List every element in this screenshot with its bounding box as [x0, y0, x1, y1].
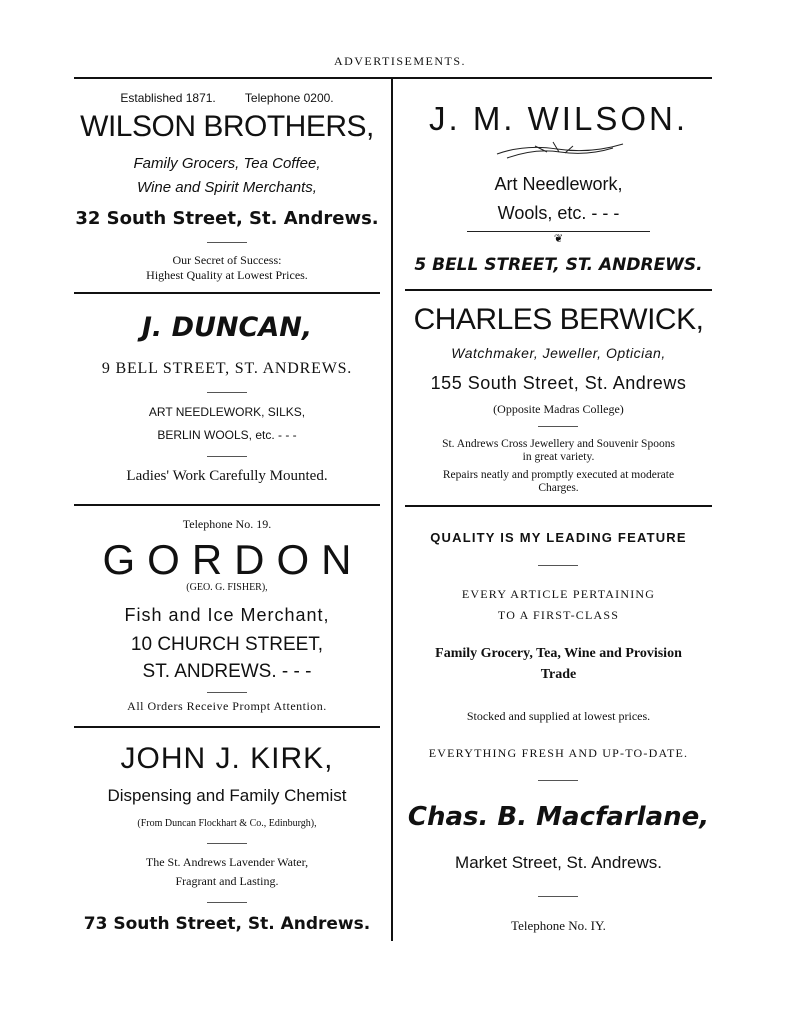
right-column	[405, 0, 712, 1011]
business-trade: Watchmaker, Jeweller, Optician,	[451, 345, 666, 361]
article-text: EVERY ARTICLE PERTAINING	[461, 587, 656, 601]
business-address: 155 South Street, St. Andrews	[430, 373, 687, 393]
repairs-text: Charges.	[538, 482, 579, 494]
stocked-text: Stocked and supplied at lowest prices.	[466, 709, 651, 723]
business-trade: Art Needlework,	[494, 174, 623, 194]
divider	[207, 242, 247, 243]
divider	[207, 902, 247, 903]
business-name: GORDON	[102, 536, 364, 583]
headline: QUALITY IS MY LEADING FEATURE	[430, 530, 687, 545]
telephone-text: Telephone No. 19.	[182, 517, 272, 531]
telephone-text: Telephone 0200.	[244, 91, 334, 105]
business-address: 10 CHURCH STREET,	[130, 634, 324, 655]
origin-text: (From Duncan Flockhart & Co., Edinburgh),	[137, 818, 317, 829]
fresh-text: EVERYTHING FRESH AND UP-TO-DATE.	[428, 746, 689, 760]
divider	[538, 896, 578, 897]
business-description: Family Grocers, Tea Coffee,	[133, 155, 321, 172]
divider	[207, 456, 247, 457]
business-trade: Family Grocery, Tea, Wine and Provision	[435, 646, 682, 661]
slogan: Highest Quality at Lowest Prices.	[146, 268, 308, 282]
business-address: ST. ANDREWS. - - -	[142, 661, 312, 682]
business-name: J. DUNCAN,	[141, 312, 313, 343]
established-text: Established 1871.	[120, 91, 216, 105]
business-name: Chas. B. Macfarlane,	[407, 802, 710, 832]
business-trade: Trade	[540, 667, 577, 682]
business-trade: Fish and Ice Merchant,	[124, 605, 330, 625]
repairs-text: Repairs neatly and promptly executed at moderate	[442, 469, 675, 481]
column-divider	[391, 79, 393, 941]
ad-wilson-brothers	[74, 0, 380, 292]
tagline: Ladies' Work Carefully Mounted.	[126, 468, 328, 484]
divider	[207, 692, 247, 693]
business-address: 5 BELL STREET, ST. ANDREWS.	[414, 255, 703, 275]
divider	[207, 843, 247, 844]
souvenir-text: St. Andrews Cross Jewellery and Souvenir Spoons	[442, 438, 675, 450]
location-note: (Opposite Madras College)	[493, 402, 624, 416]
ornament-icon: ❦	[553, 233, 564, 245]
divider	[538, 565, 578, 566]
business-address: 9 BELL STREET, ST. ANDREWS.	[101, 360, 353, 377]
business-name: WILSON BROTHERS,	[80, 110, 374, 143]
business-address: 32 South Street, St. Andrews.	[75, 208, 379, 229]
business-name: CHARLES BERWICK,	[413, 303, 704, 336]
goods-text: ART NEEDLEWORK, SILKS,	[148, 405, 306, 419]
telephone-text: Telephone No. IY.	[511, 918, 606, 933]
tagline: All Orders Receive Prompt Attention.	[127, 699, 327, 713]
article-text: TO A FIRST-CLASS	[497, 608, 620, 622]
business-trade: Dispensing and Family Chemist	[107, 786, 347, 805]
product-text: The St. Andrews Lavender Water,	[145, 855, 309, 869]
divider	[538, 780, 578, 781]
souvenir-text: in great variety.	[522, 451, 595, 463]
page-title: ADVERTISEMENTS.	[333, 54, 467, 68]
business-address: 73 South Street, St. Andrews.	[83, 914, 371, 934]
business-description: Wine and Spirit Merchants,	[137, 179, 317, 196]
business-name: J. M. WILSON.	[428, 100, 688, 137]
divider	[207, 392, 247, 393]
ornament-flourish	[495, 140, 625, 162]
business-name: JOHN J. KIRK,	[120, 742, 334, 775]
divider	[538, 426, 578, 427]
business-trade: Wools, etc. - - -	[497, 203, 620, 223]
proprietor-text: (GEO. G. FISHER),	[186, 582, 268, 593]
product-text: Fragrant and Lasting.	[175, 874, 279, 888]
left-column	[74, 0, 380, 1011]
slogan: Our Secret of Success:	[172, 253, 282, 267]
business-address: Market Street, St. Andrews.	[455, 853, 662, 872]
goods-text: BERLIN WOOLS, etc. - - -	[157, 428, 297, 442]
